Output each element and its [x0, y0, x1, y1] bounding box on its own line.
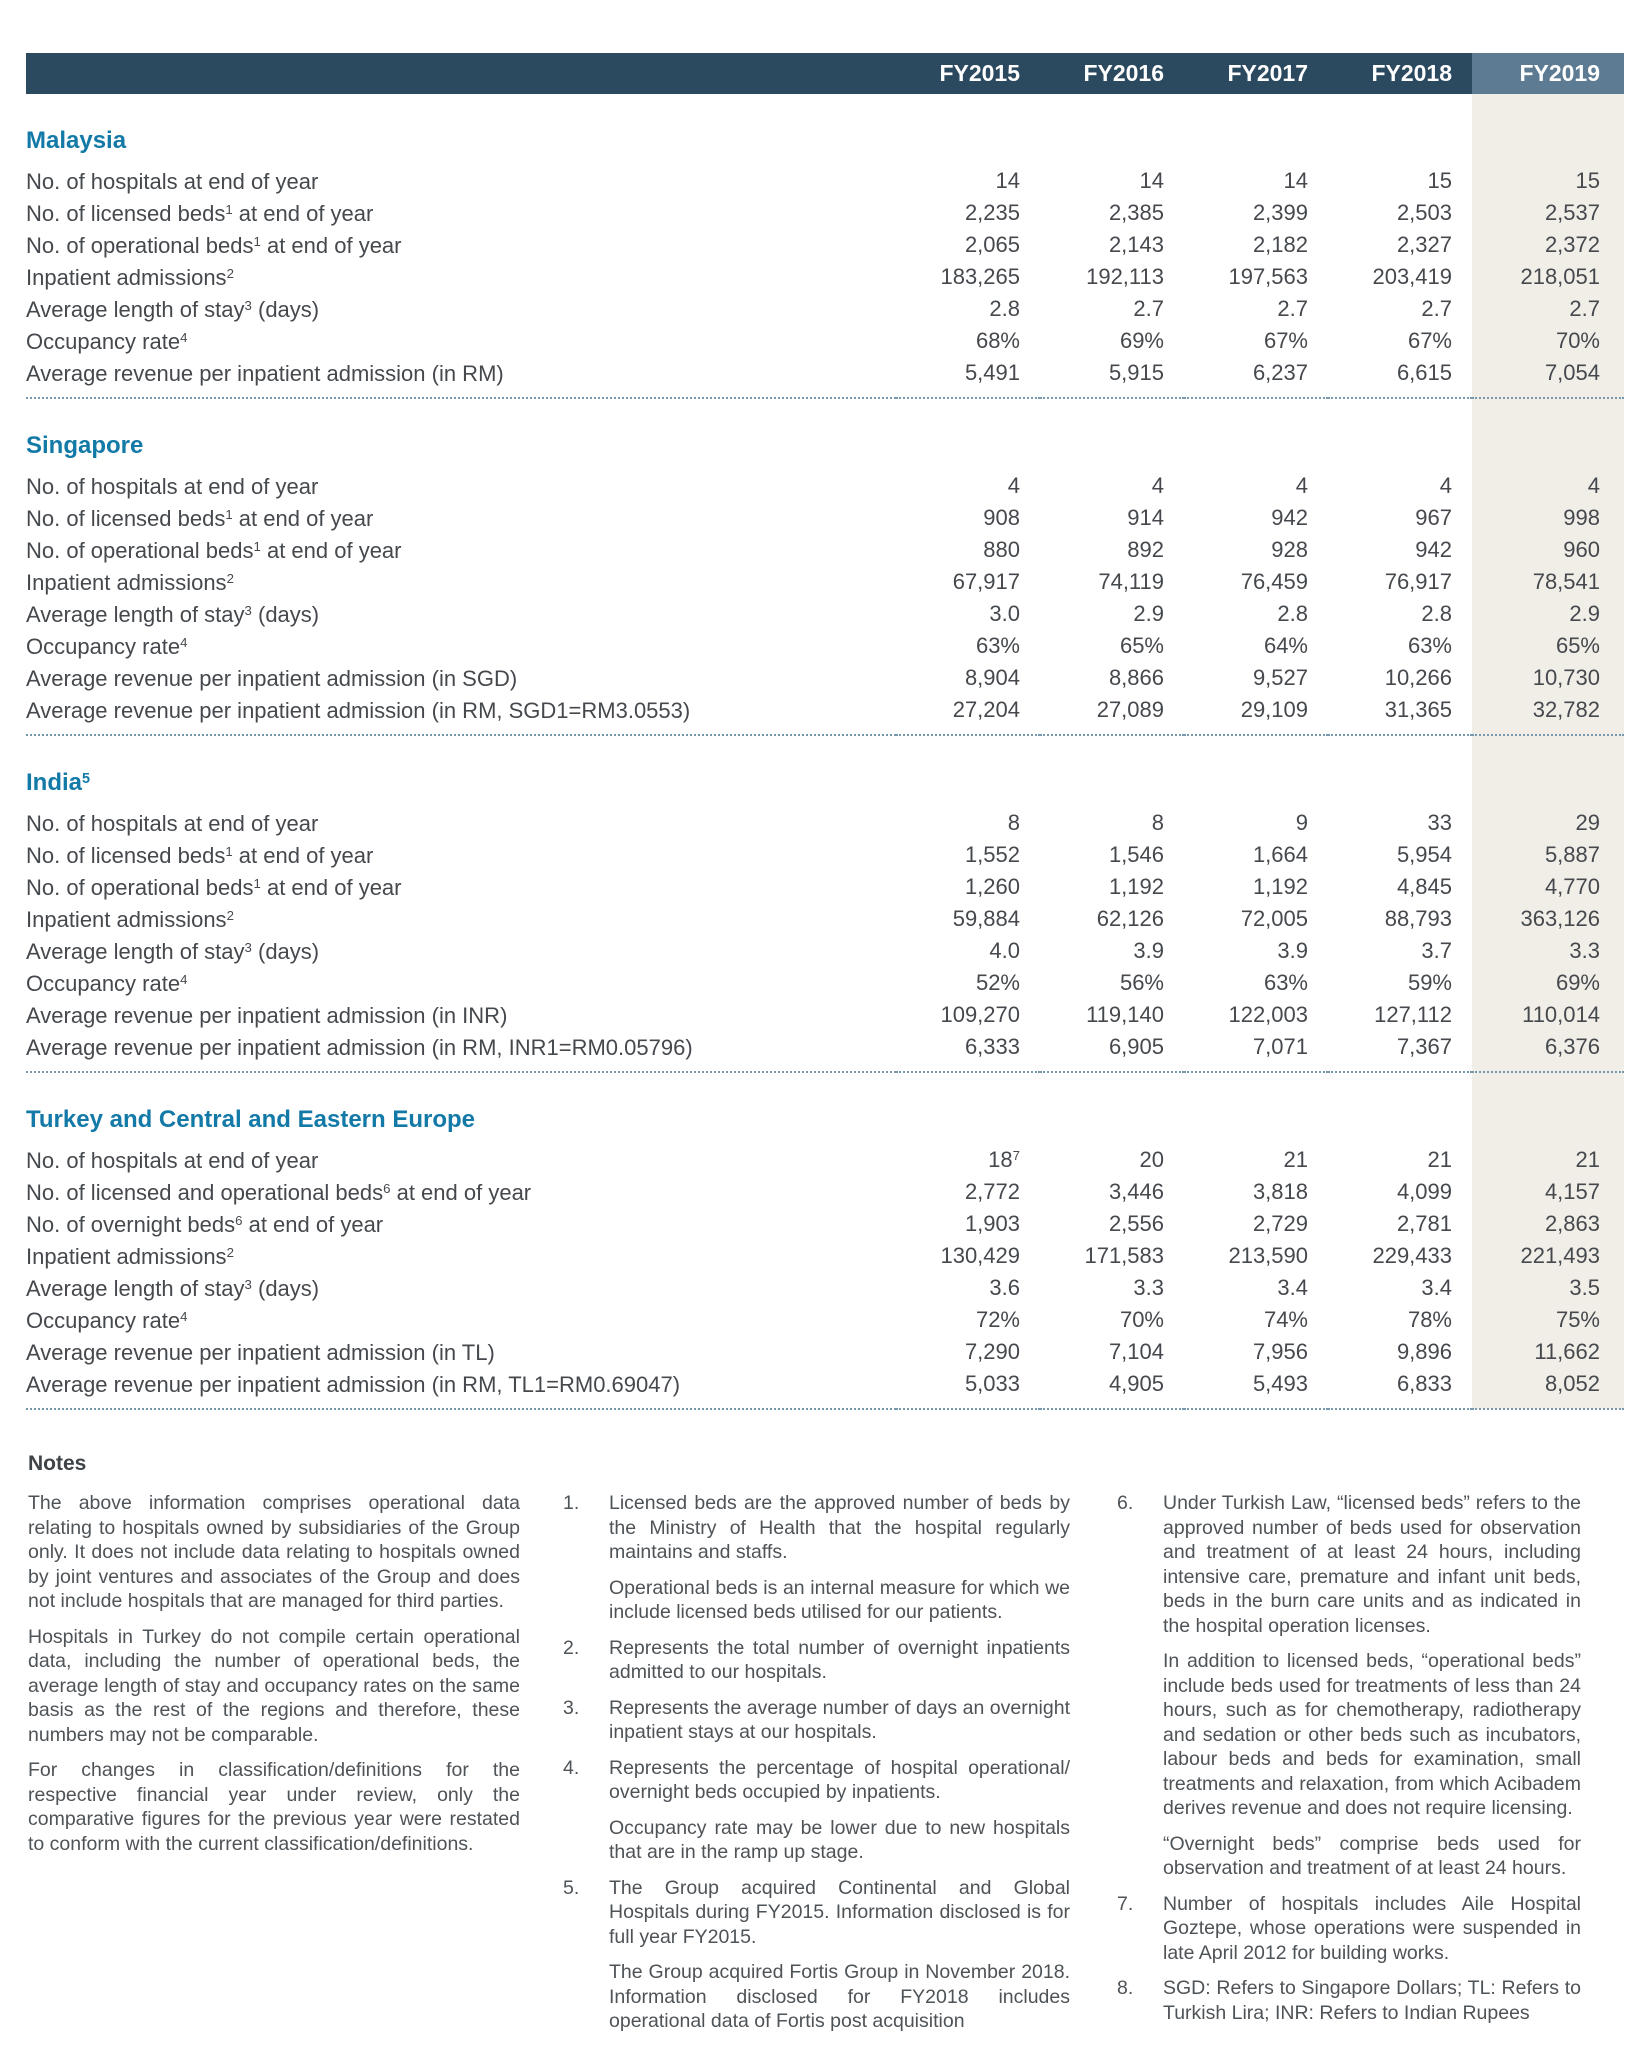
value-cell: 29 — [1472, 807, 1624, 839]
value-cell: 4,905 — [1108, 1371, 1164, 1396]
section-title: India$^5$ — [26, 769, 91, 796]
value-cell: 59% — [1407, 970, 1452, 995]
note-number: 6. — [1117, 1492, 1134, 1514]
table-row — [26, 229, 1624, 261]
value-cell: 2,372 — [1472, 229, 1624, 261]
value-cell: 7,956 — [1252, 1339, 1308, 1364]
value-cell: 4 — [1151, 473, 1164, 498]
table-row — [26, 502, 1624, 534]
table-row — [26, 694, 1624, 726]
value-cell: 74% — [1263, 1307, 1308, 1332]
value-cell: 70% — [1119, 1307, 1164, 1332]
value-cell: 908 — [983, 505, 1020, 530]
section-divider — [26, 1063, 1624, 1072]
row-label: Average length of stay$^3$ (days) — [26, 1276, 320, 1301]
value-cell: 4 — [1295, 473, 1308, 498]
value-cell: 3.4 — [1277, 1275, 1308, 1300]
notes-heading: Notes — [28, 1452, 87, 1475]
value-cell: 109,270 — [940, 1002, 1020, 1027]
value-cell: 78,541 — [1472, 566, 1624, 598]
value-cell: 4 — [1439, 473, 1452, 498]
note-paragraph: Under Turkish Law, “licensed beds” refers to the approved number of beds used for observation and treatment of at least 24 hours, including intensive care, premature and infant unit beds, beds in the burn care units and as indicated in the hospital operation licenses. — [1163, 1492, 1581, 1637]
table-row — [26, 839, 1624, 871]
table-row — [26, 871, 1624, 903]
value-cell: 2,327 — [1396, 232, 1452, 257]
value-cell: 942 — [1415, 537, 1452, 562]
value-cell: 3,446 — [1108, 1179, 1164, 1204]
value-cell: 3.0 — [989, 601, 1020, 626]
value-cell: 9 — [1295, 810, 1308, 835]
value-cell: 65% — [1119, 633, 1164, 658]
table-row — [26, 662, 1624, 694]
note-item — [563, 1696, 1070, 1756]
divider-cell-highlight — [1472, 726, 1624, 735]
table-row — [26, 534, 1624, 566]
row-label: Inpatient admissions$^2$ — [26, 265, 234, 290]
value-cell: 6,333 — [964, 1034, 1020, 1059]
table-row — [26, 1031, 1624, 1063]
value-cell: 32,782 — [1472, 694, 1624, 726]
table-row — [26, 967, 1624, 999]
value-cell: 78% — [1407, 1307, 1452, 1332]
value-cell: 3.3 — [1472, 935, 1624, 967]
value-cell: 880 — [983, 537, 1020, 562]
value-cell: 7,104 — [1108, 1339, 1164, 1364]
value-cell: 2,556 — [1108, 1211, 1164, 1236]
divider-cell — [26, 1400, 1472, 1409]
value-cell: 62,126 — [1096, 906, 1164, 931]
table-row — [26, 1208, 1624, 1240]
value-cell: 10,730 — [1472, 662, 1624, 694]
value-cell: 20 — [1139, 1147, 1164, 1172]
value-cell: 8 — [1151, 810, 1164, 835]
note-number: 8. — [1117, 1977, 1134, 1999]
value-cell: 3.6 — [989, 1275, 1020, 1300]
value-cell: 4 — [1007, 473, 1020, 498]
row-label: Occupancy rate$^4$ — [26, 634, 188, 659]
divider-cell-highlight — [1472, 1400, 1624, 1409]
notes-column-general — [28, 1491, 520, 2045]
note-paragraph: Represents the percentage of hospital operational/ overnight beds occupied by inpatients. — [609, 1756, 1070, 1803]
value-cell: 218,051 — [1472, 261, 1624, 293]
value-cell: 3,818 — [1252, 1179, 1308, 1204]
value-cell: 1,260 — [964, 874, 1020, 899]
value-cell: 998 — [1472, 502, 1624, 534]
row-label: No. of operational beds$^1$ at end of year — [26, 538, 402, 563]
fy2016-column-header: FY2016 — [1040, 53, 1184, 94]
note-paragraph: “Overnight beds” comprise beds used for observation and treatment of at least 24 hours. — [1163, 1832, 1581, 1879]
note-text — [1163, 1491, 1581, 1892]
table-row — [26, 357, 1624, 389]
table-row — [26, 1368, 1624, 1400]
table-row — [26, 903, 1624, 935]
row-label: Average length of stay$^3$ (days) — [26, 297, 320, 322]
value-cell: 171,583 — [1084, 1243, 1164, 1268]
note-paragraph: Represents the total number of overnight inpatients admitted to our hospitals. — [609, 1636, 1070, 1683]
row-label: Occupancy rate$^4$ — [26, 329, 188, 354]
value-cell: 221,493 — [1472, 1240, 1624, 1272]
note-paragraph: Represents the average number of days an overnight inpatient stays at our hospitals. — [609, 1696, 1070, 1743]
value-cell: 1,192 — [1108, 874, 1164, 899]
value-cell: 2.7 — [1277, 296, 1308, 321]
note-text — [609, 1696, 1070, 1756]
value-cell: 2,399 — [1252, 200, 1308, 225]
note-number: 7. — [1117, 1892, 1134, 1915]
value-cell: 2,065 — [964, 232, 1020, 257]
value-cell: 2,863 — [1472, 1208, 1624, 1240]
row-label: Average length of stay$^3$ (days) — [26, 602, 320, 627]
value-cell: 5,033 — [964, 1371, 1020, 1396]
note-number: 1. — [563, 1492, 580, 1514]
value-cell: 8 — [1007, 810, 1020, 835]
table-row — [26, 1176, 1624, 1208]
value-cell: 127,112 — [1374, 1002, 1452, 1027]
value-cell: 3.7 — [1421, 938, 1452, 963]
table-row — [26, 1240, 1624, 1272]
value-cell: 2,182 — [1252, 232, 1308, 257]
operational-data-table — [26, 53, 1624, 1410]
value-cell: 5,954 — [1396, 842, 1452, 867]
note-paragraph: Hospitals in Turkey do not compile certain operational data, including the number of operational beds, the average length of stay and occupancy rates on the same basis as the rest of the regions and therefore, these numbers may not be comparable. — [28, 1625, 520, 1746]
value-cell: 2.7 — [1133, 296, 1164, 321]
row-label: Average revenue per inpatient admission (in RM, INR1=RM0.05796) — [26, 1035, 693, 1060]
section-divider — [26, 1400, 1624, 1409]
value-cell: 1,546 — [1108, 842, 1164, 867]
table-row — [26, 807, 1624, 839]
value-cell: 7,290 — [964, 1339, 1020, 1364]
row-label: No. of licensed and operational beds$^6$ at end of year — [26, 1180, 532, 1205]
table-row — [26, 630, 1624, 662]
row-label: Average revenue per inpatient admission (in TL) — [26, 1340, 495, 1365]
row-label: No. of licensed beds$^1$ at end of year — [26, 843, 374, 868]
value-cell: 5,915 — [1108, 360, 1164, 385]
row-label: No. of overnight beds$^6$ at end of year — [26, 1212, 384, 1237]
notes-column-6-8 — [1117, 1491, 1581, 2045]
value-cell: 76,459 — [1240, 569, 1308, 594]
value-cell: 14 — [1139, 168, 1164, 193]
value-cell: 88,793 — [1384, 906, 1452, 931]
value-cell: 14 — [1283, 168, 1308, 193]
section-title-row — [26, 94, 1624, 165]
note-paragraph: Number of hospitals includes Aile Hospital Goztepe, whose operations were suspended in late April 2012 for building works. — [1163, 1892, 1581, 1964]
value-cell: 892 — [1127, 537, 1164, 562]
value-cell: 183,265 — [940, 264, 1020, 289]
section-title: Singapore — [26, 432, 144, 459]
section-title: Turkey and Central and Eastern Europe — [26, 1106, 476, 1133]
value-cell: 27,204 — [952, 697, 1020, 722]
value-cell: 67% — [1407, 328, 1452, 353]
value-cell: 928 — [1271, 537, 1308, 562]
notes-columns — [26, 1491, 1624, 2045]
value-cell: 68% — [975, 328, 1020, 353]
value-cell: 64% — [1263, 633, 1308, 658]
value-cell: 10,266 — [1384, 665, 1452, 690]
value-cell: 2.9 — [1133, 601, 1164, 626]
year-header-row — [26, 53, 1624, 94]
table-row — [26, 293, 1624, 325]
divider-cell-highlight — [1472, 389, 1624, 398]
table-row — [26, 566, 1624, 598]
value-cell: 21 — [1283, 1147, 1308, 1172]
row-label: Average revenue per inpatient admission (in RM, SGD1=RM3.0553) — [26, 698, 691, 723]
value-cell: 8,866 — [1108, 665, 1164, 690]
value-cell: 6,237 — [1252, 360, 1308, 385]
row-label: Average length of stay$^3$ (days) — [26, 939, 320, 964]
value-cell: 4.0 — [989, 938, 1020, 963]
fy2018-column-header: FY2018 — [1328, 53, 1472, 94]
value-cell: 4,770 — [1472, 871, 1624, 903]
note-item — [563, 1876, 1070, 2045]
section-title-row — [26, 735, 1624, 807]
note-item — [1117, 1892, 1581, 1977]
note-paragraph: The Group acquired Fortis Group in November 2018. Information disclosed for FY2018 includes operational data of Fortis post acquisition — [609, 1961, 1070, 2032]
value-cell: 2,385 — [1108, 200, 1164, 225]
value-cell: 4,099 — [1396, 1179, 1452, 1204]
value-cell: 2,143 — [1108, 232, 1164, 257]
value-cell: 14 — [995, 168, 1020, 193]
fy2019-highlight-cell — [1472, 735, 1624, 807]
row-label: No. of hospitals at end of year — [26, 811, 319, 836]
section-title: Malaysia — [26, 127, 127, 154]
note-number: 5. — [563, 1876, 580, 1899]
value-cell: 59,884 — [952, 906, 1020, 931]
fy2019-column-header: FY2019 — [1472, 53, 1624, 94]
table-row — [26, 261, 1624, 293]
value-cell: 2,781 — [1396, 1211, 1452, 1236]
value-cell: 2,772 — [964, 1179, 1020, 1204]
table-row — [26, 325, 1624, 357]
value-cell: 5,887 — [1472, 839, 1624, 871]
table-row — [26, 598, 1624, 630]
row-label: Average revenue per inpatient admission (in SGD) — [26, 666, 518, 691]
value-cell: 8,052 — [1472, 1368, 1624, 1400]
value-cell: 11,662 — [1472, 1336, 1624, 1368]
value-cell: 6,376 — [1472, 1031, 1624, 1063]
table-row — [26, 999, 1624, 1031]
note-text — [609, 1756, 1070, 1876]
value-cell: 72,005 — [1240, 906, 1308, 931]
value-cell: 130,429 — [940, 1243, 1020, 1268]
value-cell: 229,433 — [1372, 1243, 1452, 1268]
value-cell: 2,729 — [1252, 1211, 1308, 1236]
row-label: No. of hospitals at end of year — [26, 474, 319, 499]
divider-cell — [26, 726, 1472, 735]
value-cell: 6,615 — [1396, 360, 1452, 385]
value-cell: 2.8 — [1421, 601, 1452, 626]
table-row — [26, 1144, 1624, 1176]
note-item — [563, 1491, 1070, 1636]
value-cell: 72% — [975, 1307, 1020, 1332]
row-label: No. of licensed beds$^1$ at end of year — [26, 506, 374, 531]
divider-cell — [26, 389, 1472, 398]
note-paragraph: Occupancy rate may be lower due to new hospitals that are in the ramp up stage. — [609, 1816, 1070, 1863]
value-cell: 69% — [1119, 328, 1164, 353]
value-cell: 3.9 — [1133, 938, 1164, 963]
value-cell: 960 — [1472, 534, 1624, 566]
table-row — [26, 470, 1624, 502]
fy2015-column-header: FY2015 — [896, 53, 1040, 94]
row-label: Occupancy rate$^4$ — [26, 971, 188, 996]
value-cell: 110,014 — [1472, 999, 1624, 1031]
fy2019-highlight-cell — [1472, 398, 1624, 470]
value-cell: 1,664 — [1252, 842, 1308, 867]
value-cell: 15 — [1427, 168, 1452, 193]
value-cell: 56% — [1119, 970, 1164, 995]
row-label: Average revenue per inpatient admission (in RM) — [26, 361, 504, 386]
value-cell: 942 — [1271, 505, 1308, 530]
value-cell: 203,419 — [1372, 264, 1452, 289]
value-cell: 2,235 — [964, 200, 1020, 225]
value-cell: 63% — [1407, 633, 1452, 658]
note-item — [563, 1756, 1070, 1876]
value-cell: 21 — [1472, 1144, 1624, 1176]
note-number: 3. — [563, 1696, 580, 1719]
value-cell: 122,003 — [1228, 1002, 1308, 1027]
value-cell: 4 — [1472, 470, 1624, 502]
note-number: 2. — [563, 1636, 580, 1659]
value-cell: 9,896 — [1396, 1339, 1452, 1364]
value-cell: 3.9 — [1277, 938, 1308, 963]
value-cell: 1,552 — [964, 842, 1020, 867]
value-cell: 5,491 — [964, 360, 1020, 385]
header-spacer-cell — [26, 53, 896, 94]
value-cell: 2,537 — [1472, 197, 1624, 229]
value-cell: 76,917 — [1384, 569, 1452, 594]
value-cell: 6,833 — [1396, 1371, 1452, 1396]
value-cell: 192,113 — [1086, 264, 1164, 289]
value-cell: 15 — [1472, 165, 1624, 197]
value-cell: 9,527 — [1252, 665, 1308, 690]
value-cell: 52% — [975, 970, 1020, 995]
row-label: Inpatient admissions$^2$ — [26, 907, 234, 932]
note-text — [1163, 1976, 1581, 2036]
note-paragraph: Licensed beds are the approved number of beds by the Ministry of Health that the hospital regularly maintains and staffs. — [609, 1492, 1070, 1563]
value-cell: 27,089 — [1096, 697, 1164, 722]
fy2019-highlight-cell — [1472, 94, 1624, 165]
table-row — [26, 935, 1624, 967]
divider-cell — [26, 1063, 1472, 1072]
value-cell: 67,917 — [952, 569, 1020, 594]
value-cell: 63% — [1263, 970, 1308, 995]
notes-column-1-5 — [563, 1491, 1070, 2045]
section-divider — [26, 389, 1624, 398]
value-cell: 3.4 — [1421, 1275, 1452, 1300]
section-divider — [26, 726, 1624, 735]
value-cell: 21 — [1427, 1147, 1452, 1172]
value-cell: 1,903 — [964, 1211, 1020, 1236]
section-title-row — [26, 398, 1624, 470]
note-item — [1117, 1976, 1581, 2036]
note-item — [563, 1636, 1070, 1696]
note-paragraph: Operational beds is an internal measure for which we include licensed beds utilised for our patients. — [609, 1576, 1070, 1623]
row-label: Inpatient admissions$^2$ — [26, 570, 234, 595]
value-cell: 8,904 — [964, 665, 1020, 690]
value-cell: 29,109 — [1240, 697, 1308, 722]
value-cell: 3.5 — [1472, 1272, 1624, 1304]
note-paragraph: In addition to licensed beds, “operational beds” include beds used for treatments of less than 24 hours, such as for chemotherapy, radiotherapy and sedation or other beds such as incubators, labour beds and beds for examination, small treatments and relaxation, from which Acibadem derives revenue and does not require licensing. — [1163, 1650, 1581, 1819]
row-label: Average revenue per inpatient admission (in RM, TL1=RM0.69047) — [26, 1372, 681, 1397]
value-cell: 4,845 — [1396, 874, 1452, 899]
note-paragraph: SGD: Refers to Singapore Dollars; TL: Refers to Turkish Lira; INR: Refers to Indian Rupees — [1163, 1977, 1581, 2024]
note-text — [609, 1491, 1070, 1636]
value-cell: 119,140 — [1086, 1002, 1164, 1027]
value-cell: 75% — [1472, 1304, 1624, 1336]
note-number: 4. — [563, 1756, 580, 1779]
value-cell: 1,192 — [1252, 874, 1308, 899]
value-cell: 31,365 — [1384, 697, 1452, 722]
divider-cell-highlight — [1472, 1063, 1624, 1072]
value-cell: 65% — [1472, 630, 1624, 662]
note-text — [609, 1636, 1070, 1696]
value-cell: 70% — [1472, 325, 1624, 357]
value-cell: 363,126 — [1472, 903, 1624, 935]
note-text — [1163, 1892, 1581, 1977]
value-cell: 74,119 — [1098, 569, 1164, 594]
value-cell: 2.7 — [1421, 296, 1452, 321]
value-cell: 2.7 — [1472, 293, 1624, 325]
value-cell: 7,054 — [1472, 357, 1624, 389]
table-row — [26, 1272, 1624, 1304]
fy2017-column-header: FY2017 — [1184, 53, 1328, 94]
value-cell: 3.3 — [1133, 1275, 1164, 1300]
value-cell: 7,367 — [1396, 1034, 1452, 1059]
note-paragraph: The Group acquired Continental and Global Hospitals during FY2015. Information disclosed is for full year FY2015. — [609, 1876, 1070, 1948]
value-cell: 2,503 — [1396, 200, 1452, 225]
row-label: No. of operational beds$^1$ at end of year — [26, 233, 402, 258]
value-cell: 33 — [1427, 810, 1452, 835]
note-text — [609, 1876, 1070, 2045]
note-item — [1117, 1491, 1581, 1892]
row-label: Average revenue per inpatient admission (in INR) — [26, 1003, 508, 1028]
note-paragraph: For changes in classification/definitions for the respective financial year under review, only the comparative figures for the previous year were restated to conform with the current classification/definitions. — [28, 1759, 520, 1855]
value-cell: 213,590 — [1228, 1243, 1308, 1268]
value-cell: 5,493 — [1252, 1371, 1308, 1396]
value-cell: 67% — [1263, 328, 1308, 353]
row-label: Occupancy rate$^4$ — [26, 1308, 188, 1333]
row-label: No. of operational beds$^1$ at end of year — [26, 875, 402, 900]
value-cell: 6,905 — [1108, 1034, 1164, 1059]
value-cell: 69% — [1472, 967, 1624, 999]
row-label: No. of licensed beds$^1$ at end of year — [26, 201, 374, 226]
notes-section — [26, 1452, 1624, 2045]
row-label: No. of hospitals at end of year — [26, 169, 319, 194]
value-cell: 7,071 — [1252, 1034, 1308, 1059]
value-cell: $18^7$ — [988, 1147, 1020, 1172]
value-cell: 914 — [1127, 505, 1164, 530]
value-cell: 2.9 — [1472, 598, 1624, 630]
table-row — [26, 197, 1624, 229]
value-cell: 2.8 — [1277, 601, 1308, 626]
table-row — [26, 165, 1624, 197]
value-cell: 197,563 — [1228, 264, 1308, 289]
value-cell: 2.8 — [989, 296, 1020, 321]
value-cell: 63% — [975, 633, 1020, 658]
table-row — [26, 1304, 1624, 1336]
fy2019-highlight-cell — [1472, 1072, 1624, 1144]
value-cell: 967 — [1415, 505, 1452, 530]
row-label: Inpatient admissions$^2$ — [26, 1244, 234, 1269]
table-row — [26, 1336, 1624, 1368]
value-cell: 4,157 — [1472, 1176, 1624, 1208]
row-label: No. of hospitals at end of year — [26, 1148, 319, 1173]
section-title-row — [26, 1072, 1624, 1144]
note-paragraph: The above information comprises operational data relating to hospitals owned by subsidiaries of the Group only. It does not include data relating to hospitals owned by joint ventures and associates of the Group and does not include hospitals that are managed for third parties. — [28, 1492, 520, 1612]
